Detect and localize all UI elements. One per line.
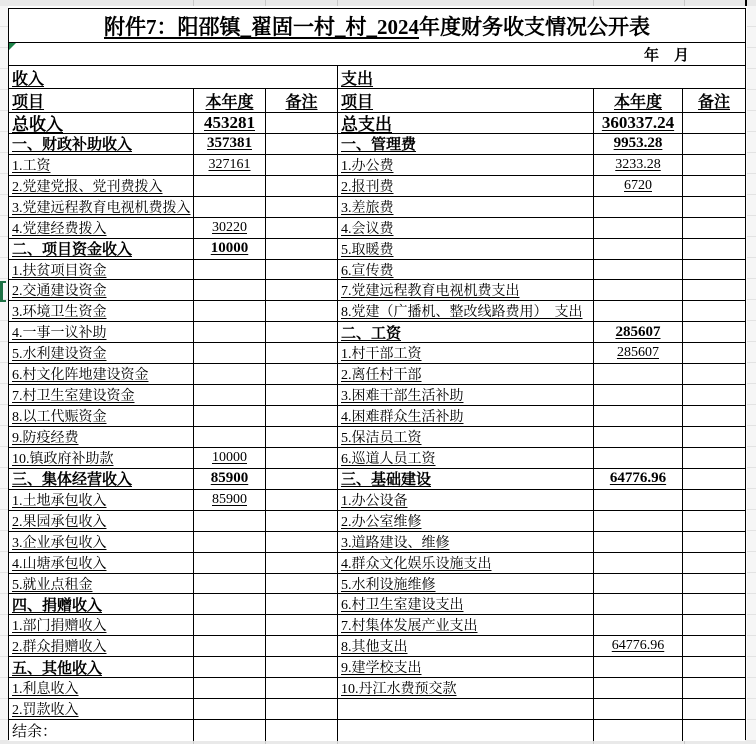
expense-row-val-cell[interactable] [594,657,683,678]
income-row-val-cell[interactable] [194,594,266,615]
income-row-lbl-text: 二、项目资金收入 [12,242,133,259]
expense-row-val-cell[interactable] [594,239,683,260]
expense-row-note-cell[interactable] [683,260,745,281]
income-band-label: 收入 [12,70,45,88]
expense-row-lbl-cell[interactable] [338,720,594,741]
expense-row-lbl-text: 4.会议费 [341,221,394,237]
expense-row-val-text: 360337.24 [601,113,675,132]
expense-row-lbl-text: 3.困难干部生活补助 [341,389,464,405]
income-row-val-cell[interactable] [194,448,266,469]
income-row-lbl-text: 五、其他收入 [12,660,103,677]
title-rest-part: 年度财务收支情况公开表 [419,14,650,39]
expense-row-val-cell[interactable] [594,134,683,155]
expense-row-note-cell[interactable] [683,343,745,364]
expense-row-note-cell[interactable] [683,239,745,260]
expense-row-val-cell[interactable] [594,176,683,197]
expense-row-note-cell[interactable] [683,469,745,490]
expense-row-lbl-text: 5.保洁员工资 [341,430,422,446]
expense-row-lbl-cell[interactable] [338,490,594,511]
gridline-tick [684,0,685,6]
income-row-lbl-cell[interactable] [9,657,194,678]
gridline-tick [193,0,194,6]
expense-row-val-cell[interactable] [594,574,683,595]
expense-row-lbl-cell[interactable] [338,176,594,197]
income-row-lbl-cell[interactable] [9,406,194,427]
income-row-val-text: 453281 [204,113,255,132]
income-row-lbl-cell[interactable] [9,385,194,406]
income-row-val-text: 30220 [212,219,247,235]
income-row-lbl-text: 9.防疫经费 [12,430,79,446]
expense-row-val-cell[interactable] [594,636,683,657]
expense-row-val-cell[interactable] [594,406,683,427]
income-row-lbl-cell[interactable] [9,615,194,636]
income-row-note-cell[interactable] [266,657,338,678]
income-row-val-text: 10000 [212,449,247,465]
expense-row-lbl-text: 8.其他支出 [341,640,408,656]
expense-row-lbl-text: 7.党建远程教育电视机费支出 [341,284,520,300]
expense-row-lbl-text: 总支出 [341,115,392,134]
expense-row-lbl-text: 4.群众文化娱乐设施支出 [341,556,492,572]
expense-row-val-cell[interactable] [594,490,683,511]
expense-row-val-text: 285607 [617,345,659,361]
income-row-note-cell[interactable] [266,406,338,427]
expense-row-lbl-cell[interactable] [338,532,594,553]
expense-row-lbl-text: 2.离任村干部 [341,368,422,384]
income-row-lbl-text: 2.群众捐赠收入 [12,640,107,656]
income-row-note-cell[interactable] [266,364,338,385]
income-row-note-cell[interactable] [266,720,338,741]
income-row-lbl-text: 1.利息收入 [12,682,79,698]
expense-row-note-cell[interactable] [683,657,745,678]
income-row-lbl-text: 1.土地承包收入 [12,493,107,509]
expense-row-lbl-cell[interactable] [338,406,594,427]
expense-row-note-cell[interactable] [683,574,745,595]
expense-row-lbl-cell[interactable] [338,678,594,699]
income-row-lbl-cell[interactable] [9,720,194,741]
income-row-val-cell[interactable] [194,720,266,741]
income-row-lbl-cell[interactable] [9,636,194,657]
income-row-val-cell[interactable] [194,427,266,448]
expense-row-note-cell[interactable] [683,322,745,343]
income-row-lbl-cell[interactable] [9,239,194,260]
expense-row-lbl-text: 2.办公室维修 [341,514,422,530]
expense-row-note-cell[interactable] [683,636,745,657]
expense-row-val-cell[interactable] [594,364,683,385]
income-row-note-cell[interactable] [266,260,338,281]
income-row-note-cell[interactable] [266,448,338,469]
income-row-lbl-cell[interactable] [9,197,194,218]
title-underlined-part: 附件7：阳邵镇_翟固一村_村_2024 [104,14,419,39]
expense-row-note-cell[interactable] [683,385,745,406]
expense-row-lbl-cell[interactable] [338,260,594,281]
expense-row-lbl-cell[interactable] [338,197,594,218]
expense-row-val-cell[interactable] [594,197,683,218]
income-row-lbl-text: 1.工资 [12,158,51,174]
expense-band-label: 支出 [341,70,374,88]
expense-row-lbl-cell[interactable] [338,343,594,364]
expense-row-lbl-text: 6.巡道人员工资 [341,451,436,467]
income-row-lbl-text: 结余： [12,724,58,741]
expense-project-header[interactable]: 项目 [338,89,594,112]
period-row[interactable] [9,43,745,66]
income-row-val-cell[interactable] [194,699,266,720]
expense-row-lbl-cell[interactable] [338,239,594,260]
income-row-val-cell[interactable] [194,406,266,427]
income-row-note-cell[interactable] [266,490,338,511]
period-label: 年 月 [643,47,689,64]
expense-row-note-cell[interactable] [683,678,745,699]
gridline-tick [337,0,338,6]
expense-year-amount-header[interactable]: 本年度 [594,89,683,112]
expense-row-val-text: 6720 [624,177,652,193]
income-row-note-cell[interactable] [266,699,338,720]
expense-row-note-cell[interactable] [683,301,745,322]
expense-row-lbl-cell[interactable] [338,448,594,469]
expense-row-lbl-cell[interactable] [338,657,594,678]
expense-row-val-text: 64776.96 [609,470,667,487]
income-row-note-cell[interactable] [266,636,338,657]
income-row-val-cell[interactable] [194,636,266,657]
income-note-header[interactable]: 备注 [266,89,338,112]
page-title [9,9,745,43]
income-row-note-cell[interactable] [266,385,338,406]
income-row-val-cell[interactable] [194,322,266,343]
income-row-lbl-cell[interactable] [9,678,194,699]
expense-row-lbl-cell[interactable] [338,636,594,657]
income-row-lbl-text: 10.镇政府补助款 [12,451,114,467]
income-row-val-cell[interactable] [194,469,266,490]
expense-row-note-cell[interactable] [683,448,745,469]
expense-row-val-cell[interactable] [594,615,683,636]
income-row-note-cell[interactable] [266,532,338,553]
expense-row-val-cell[interactable] [594,113,683,134]
expense-row-val-cell[interactable] [594,322,683,343]
income-row-note-cell[interactable] [266,511,338,532]
income-row-val-cell[interactable] [194,490,266,511]
expense-row-val-cell[interactable] [594,218,683,239]
expense-row-lbl-cell[interactable] [338,385,594,406]
income-row-note-cell[interactable] [266,134,338,155]
gridline-tick [265,0,266,6]
right-gridline-margin [747,6,756,740]
top-gridline-margin [0,0,756,6]
income-row-lbl-cell[interactable] [9,343,194,364]
expense-row-lbl-text: 5.取暖费 [341,242,394,258]
income-row-val-cell[interactable] [194,343,266,364]
expense-row-lbl-cell[interactable] [338,511,594,532]
income-row-val-text: 357381 [207,135,252,152]
expense-row-lbl-cell[interactable] [338,155,594,176]
income-row-lbl-cell[interactable] [9,260,194,281]
excel-error-marker-icon [9,43,16,50]
income-row-note-cell[interactable] [266,176,338,197]
expense-row-lbl-text: 三、基础建设 [341,472,432,489]
income-row-note-cell[interactable] [266,574,338,595]
expense-row-lbl-cell[interactable] [338,134,594,155]
expense-row-note-cell[interactable] [683,155,745,176]
income-row-note-cell[interactable] [266,155,338,176]
expense-row-val-text: 64776.96 [611,638,665,654]
expense-row-val-cell[interactable] [594,678,683,699]
expense-row-val-cell[interactable] [594,699,683,720]
income-row-lbl-cell[interactable] [9,176,194,197]
income-row-lbl-text: 8.以工代赈资金 [12,410,107,426]
income-row-val-text: 10000 [210,240,249,257]
income-row-lbl-cell[interactable] [9,113,194,134]
income-row-note-cell[interactable] [266,343,338,364]
income-row-val-text: 85900 [210,470,249,487]
income-year-amount-header[interactable]: 本年度 [194,89,266,112]
income-row-lbl-text: 1.部门捐赠收入 [12,619,107,635]
expense-row-note-cell[interactable] [683,364,745,385]
income-row-lbl-text: 3.环境卫生资金 [12,305,107,321]
income-row-lbl-text: 4.党建经费拨入 [12,221,107,237]
income-row-lbl-text: 1.扶贫项目资金 [12,263,107,279]
income-row-val-cell[interactable] [194,280,266,301]
income-row-val-cell[interactable] [194,532,266,553]
income-row-note-cell[interactable] [266,427,338,448]
income-row-lbl-text: 三、集体经营收入 [12,472,133,489]
income-row-val-cell[interactable] [194,239,266,260]
expense-row-lbl-cell[interactable] [338,322,594,343]
income-row-val-text: 327161 [208,156,251,172]
income-row-val-cell[interactable] [194,657,266,678]
expense-row-note-cell[interactable] [683,113,745,134]
expense-row-note-cell[interactable] [683,553,745,574]
income-row-lbl-text: 3.企业承包收入 [12,535,107,551]
income-row-lbl-cell[interactable] [9,364,194,385]
expense-row-lbl-cell[interactable] [338,699,594,720]
income-row-lbl-cell[interactable] [9,490,194,511]
expense-row-lbl-cell[interactable] [338,113,594,134]
income-row-val-cell[interactable] [194,134,266,155]
expense-row-val-cell[interactable] [594,427,683,448]
income-row-val-cell[interactable] [194,511,266,532]
expense-row-val-text: 3233.28 [615,156,661,172]
income-row-note-cell[interactable] [266,678,338,699]
expense-row-lbl-text: 2.报刊费 [341,179,394,195]
expense-row-lbl-cell[interactable] [338,615,594,636]
income-project-header[interactable]: 项目 [9,89,194,112]
expense-row-note-cell[interactable] [683,615,745,636]
income-row-note-cell[interactable] [266,280,338,301]
expense-row-lbl-text: 5.水利设施维修 [341,577,436,593]
expense-row-lbl-cell[interactable] [338,469,594,490]
income-row-lbl-text: 一、财政补助收入 [12,137,133,154]
income-row-lbl-cell[interactable] [9,134,194,155]
income-row-lbl-text: 3.党建远程教育电视机费拨入 [12,200,191,216]
expense-row-val-cell[interactable] [594,720,683,741]
expense-row-note-cell[interactable] [683,280,745,301]
expense-row-lbl-text: 8.党建（广播机、整改线路费用） 支出 [341,305,583,321]
expense-row-lbl-text: 二、工资 [341,325,402,342]
income-row-val-cell[interactable] [194,385,266,406]
income-row-lbl-cell[interactable] [9,280,194,301]
expense-row-lbl-text: 一、管理费 [341,137,417,154]
expense-row-lbl-text: 9.建学校支出 [341,661,422,677]
income-row-lbl-cell[interactable] [9,218,194,239]
expense-row-note-cell[interactable] [683,594,745,615]
expense-row-lbl-cell[interactable] [338,364,594,385]
income-row-note-cell[interactable] [266,322,338,343]
income-row-val-cell[interactable] [194,218,266,239]
income-row-val-cell[interactable] [194,113,266,134]
income-row-lbl-text: 总收入 [12,115,63,134]
income-row-val-cell[interactable] [194,678,266,699]
income-row-val-cell[interactable] [194,553,266,574]
expense-row-lbl-text: 10.丹江水费预交款 [341,682,457,698]
income-row-note-cell[interactable] [266,469,338,490]
left-gridline-margin [0,6,8,740]
expense-row-lbl-cell[interactable] [338,218,594,239]
expense-note-header[interactable]: 备注 [697,94,730,111]
income-row-lbl-cell[interactable] [9,448,194,469]
expense-row-val-cell[interactable] [594,448,683,469]
income-row-lbl-text: 2.党建党报、党刊费拨入 [12,179,163,195]
expense-row-lbl-text: 6.村卫生室建设支出 [341,598,464,614]
income-row-val-cell[interactable] [194,155,266,176]
selected-cell-edge-indicator [0,281,3,302]
income-row-note-cell[interactable] [266,594,338,615]
expense-row-val-cell[interactable] [594,594,683,615]
table-body [9,113,745,741]
expense-row-lbl-cell[interactable] [338,427,594,448]
expense-row-lbl-cell[interactable] [338,280,594,301]
expense-row-val-cell[interactable] [594,260,683,281]
income-row-lbl-cell[interactable] [9,427,194,448]
expense-row-note-cell[interactable] [683,511,745,532]
expense-row-note-cell[interactable] [683,720,745,741]
section-band-row [9,66,745,89]
expense-row-lbl-cell[interactable] [338,574,594,595]
expense-row-val-cell[interactable] [594,511,683,532]
expense-row-val-cell[interactable] [594,343,683,364]
expense-row-lbl-cell[interactable] [338,553,594,574]
income-row-lbl-cell[interactable] [9,532,194,553]
income-row-val-cell[interactable] [194,301,266,322]
income-row-note-cell[interactable] [266,553,338,574]
income-row-lbl-text: 2.果园承包收入 [12,514,107,530]
income-row-val-cell[interactable] [194,176,266,197]
expense-row-note-cell[interactable] [683,218,745,239]
expense-row-lbl-text: 1.办公费 [341,158,394,174]
income-row-lbl-cell[interactable] [9,155,194,176]
income-row-val-cell[interactable] [194,574,266,595]
financial-disclosure-table [8,8,746,740]
income-row-note-cell[interactable] [266,197,338,218]
expense-row-val-text: 285607 [615,323,661,340]
income-row-note-cell[interactable] [266,218,338,239]
income-row-lbl-cell[interactable] [9,301,194,322]
income-row-val-text: 85900 [212,491,247,507]
expense-row-lbl-cell[interactable] [338,594,594,615]
expense-row-lbl-text: 3.差旅费 [341,200,394,216]
expense-row-note-cell[interactable] [683,490,745,511]
income-row-val-cell[interactable] [194,364,266,385]
income-row-lbl-text: 4.一事一议补助 [12,326,107,342]
expense-row-val-cell[interactable] [594,280,683,301]
column-header-row [9,89,745,113]
expense-row-lbl-cell[interactable] [338,301,594,322]
expense-row-lbl-text: 1.办公设备 [341,493,408,509]
expense-row-note-cell[interactable] [683,427,745,448]
income-row-lbl-text: 5.水利建设资金 [12,347,107,363]
expense-row-val-cell[interactable] [594,532,683,553]
income-row-note-cell[interactable] [266,615,338,636]
income-row-lbl-text: 4.山塘承包收入 [12,556,107,572]
income-row-lbl-cell[interactable] [9,511,194,532]
expense-row-note-cell[interactable] [683,134,745,155]
expense-row-val-cell[interactable] [594,155,683,176]
income-row-note-cell[interactable] [266,239,338,260]
expense-band-cell[interactable] [338,66,745,88]
income-row-lbl-cell[interactable] [9,469,194,490]
income-row-lbl-text: 2.罚款收入 [12,703,79,719]
income-row-lbl-text: 5.就业点租金 [12,577,93,593]
expense-row-note-cell[interactable] [683,532,745,553]
income-row-val-cell[interactable] [194,615,266,636]
income-row-note-cell[interactable] [266,301,338,322]
income-row-lbl-text: 2.交通建设资金 [12,284,107,300]
expense-row-note-cell[interactable] [683,197,745,218]
income-row-lbl-cell[interactable] [9,322,194,343]
income-row-lbl-cell[interactable] [9,574,194,595]
income-row-lbl-cell[interactable] [9,699,194,720]
expense-row-lbl-text: 6.宣传费 [341,263,394,279]
income-row-val-cell[interactable] [194,260,266,281]
expense-row-lbl-text: 7.村集体发展产业支出 [341,619,478,635]
expense-row-note-cell[interactable] [683,406,745,427]
income-row-note-cell[interactable] [266,113,338,134]
expense-row-lbl-text: 1.村干部工资 [341,347,422,363]
income-row-val-cell[interactable] [194,197,266,218]
expense-row-lbl-text: 4.困难群众生活补助 [341,410,464,426]
income-row-lbl-cell[interactable] [9,553,194,574]
expense-row-val-cell[interactable] [594,553,683,574]
income-row-lbl-text: 7.村卫生室建设资金 [12,389,135,405]
gridline-tick [593,0,594,6]
income-row-lbl-text: 四、捐赠收入 [12,597,103,614]
expense-row-val-text: 9953.28 [613,135,663,152]
income-band-cell[interactable] [9,66,338,88]
income-row-lbl-text: 6.村文化阵地建设资金 [12,368,149,384]
expense-row-val-cell[interactable] [594,469,683,490]
expense-row-note-cell[interactable] [683,699,745,720]
expense-row-val-cell[interactable] [594,385,683,406]
expense-row-val-cell[interactable] [594,301,683,322]
income-row-lbl-cell[interactable] [9,594,194,615]
expense-row-note-cell[interactable] [683,176,745,197]
expense-row-lbl-text: 3.道路建设、维修 [341,535,450,551]
